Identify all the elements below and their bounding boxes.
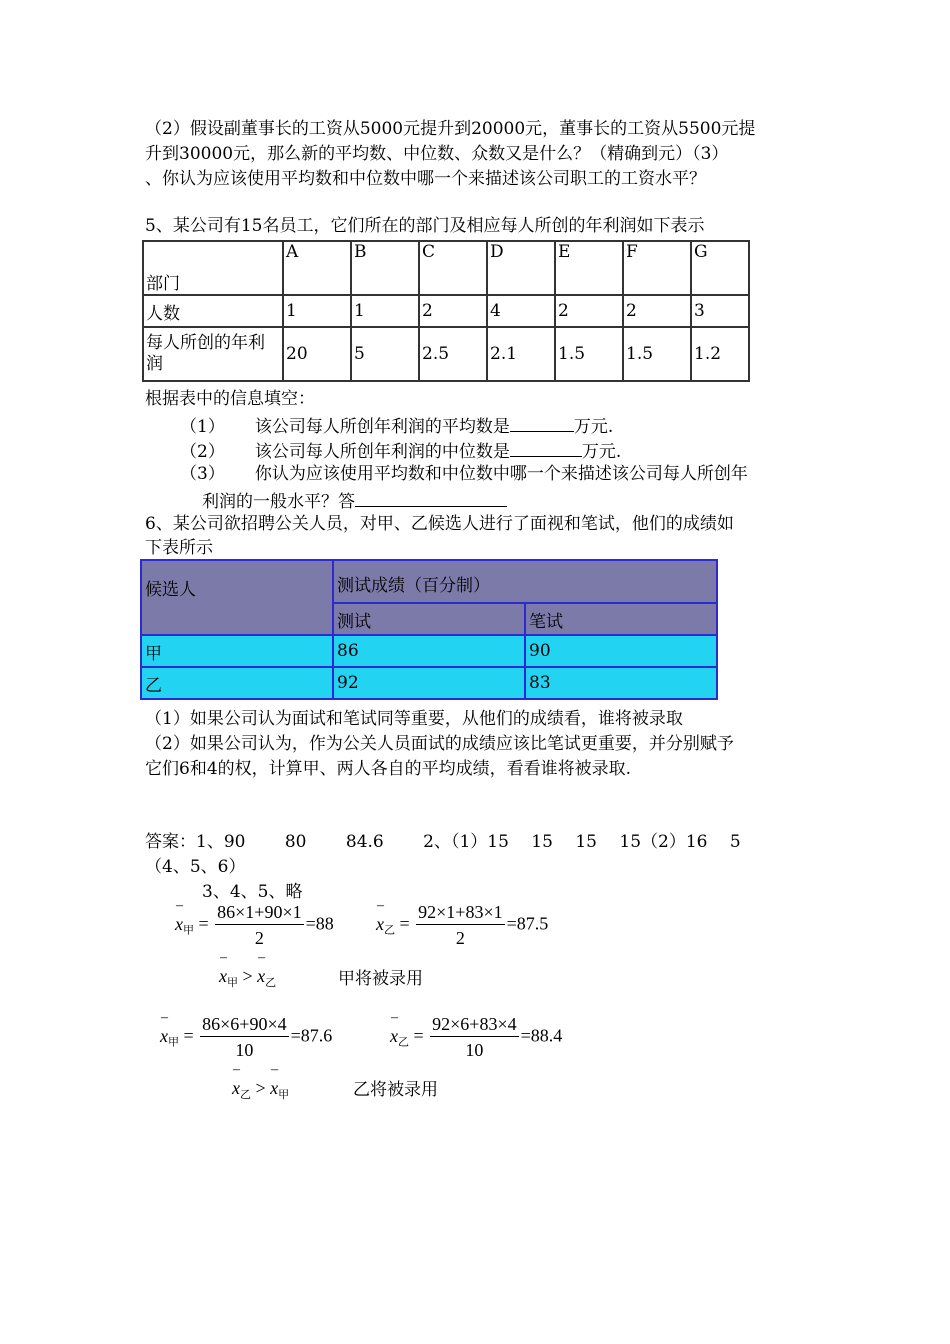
fraction: $\frac{86\times 1+90\times 1}{2}$ bbox=[217, 902, 302, 948]
table-cell: F bbox=[623, 241, 691, 295]
mean-symbol: – x bbox=[219, 966, 227, 987]
table-cell: 86 bbox=[333, 635, 525, 667]
answer-line1: 答案：1、90 80 84.6 2、（1）15 15 15 15（2）16 5 bbox=[145, 832, 741, 852]
table-cell: 部门 bbox=[143, 241, 283, 295]
comparison-2: – $x_乙$ > – $x_甲$ bbox=[232, 1078, 289, 1102]
table-cell: E bbox=[555, 241, 623, 295]
table-cell: 20 bbox=[283, 327, 351, 381]
table-cell: 1.2 bbox=[691, 327, 749, 381]
q4-line2: 升到30000元，那么新的平均数、中位数、众数又是什么？（精确到元）（3） bbox=[145, 144, 729, 164]
table-cell: G bbox=[691, 241, 749, 295]
equation-jia-weighted: – $x_甲$ = $\frac{86\times 6+90\times 4}{10}$ =87.6 bbox=[160, 1012, 332, 1063]
table-cell: 2 bbox=[623, 295, 691, 327]
table-cell: 人数 bbox=[143, 295, 283, 327]
equation-result: =87.6 bbox=[290, 1025, 333, 1046]
mean-symbol: – x bbox=[376, 914, 384, 935]
table-cell: 90 bbox=[525, 635, 717, 667]
table-cell: 1 bbox=[283, 295, 351, 327]
item-number: （1） bbox=[180, 417, 225, 437]
q5-item-2 bbox=[180, 438, 621, 463]
mean-symbol: – x bbox=[257, 966, 265, 987]
fraction: $\frac{92\times 6+83\times 4}{10}$ bbox=[432, 1014, 517, 1060]
fraction: $\frac{86\times 6+90\times 4}{10}$ bbox=[202, 1014, 287, 1060]
equation-jia-equal: – $x_甲$ = $\frac{86\times 1+90\times 1}{2}$ =88 bbox=[175, 900, 334, 951]
table-cell: A bbox=[283, 241, 351, 295]
table-cell: 2.1 bbox=[487, 327, 555, 381]
score-table bbox=[140, 559, 718, 700]
table-cell: 测试成绩（百分制） bbox=[333, 560, 717, 603]
item-number: （2） bbox=[180, 442, 225, 462]
table-row bbox=[143, 295, 749, 327]
table-cell: 83 bbox=[525, 667, 717, 699]
subscript: 乙 bbox=[384, 924, 395, 937]
mean-symbol: – x bbox=[270, 1078, 278, 1099]
q6-part2a: （2）如果公司认为，作为公关人员面试的成绩应该比笔试更重要，并分别赋予 bbox=[145, 734, 734, 754]
subscript: 甲 bbox=[183, 924, 194, 937]
answer-line2: （4、5、6） bbox=[145, 857, 246, 877]
table-cell: 每人所创的年利润 bbox=[143, 327, 283, 381]
item-text: 该公司每人所创年利润的中位数是 bbox=[254, 442, 510, 462]
mean-symbol: – x bbox=[160, 1026, 168, 1047]
table-cell: 2 bbox=[419, 295, 487, 327]
q5-item-1 bbox=[180, 413, 613, 438]
table-cell: 2.5 bbox=[419, 327, 487, 381]
q6-line2: 下表所示 bbox=[145, 538, 213, 558]
conclusion-1: 甲将被录用 bbox=[338, 969, 423, 989]
answer-blank[interactable] bbox=[510, 438, 582, 457]
q4-line3: 、你认为应该使用平均数和中位数中哪一个来描述该公司职工的工资水平？ bbox=[145, 169, 706, 189]
answer-blank[interactable] bbox=[510, 413, 574, 432]
table-row bbox=[143, 241, 749, 295]
table-cell: 92 bbox=[333, 667, 525, 699]
conclusion-2: 乙将被录用 bbox=[353, 1080, 438, 1100]
table-cell: 测试 bbox=[333, 603, 525, 635]
table-cell: 3 bbox=[691, 295, 749, 327]
table-cell: 1 bbox=[351, 295, 419, 327]
table-cell: 2 bbox=[555, 295, 623, 327]
table-cell: 5 bbox=[351, 327, 419, 381]
item-text: 你认为应该使用平均数和中位数中哪一个来描述该公司每人所创年 bbox=[254, 464, 748, 484]
q6-part2b: 它们6和4的权，计算甲、两人各自的平均成绩，看看谁将被录取. bbox=[145, 759, 632, 779]
table-cell: 1.5 bbox=[623, 327, 691, 381]
equation-yi-equal: – $x_乙$ = $\frac{92\times 1+83\times 1}{2}$ =87.5 bbox=[376, 900, 548, 951]
table-cell: 甲 bbox=[141, 635, 333, 667]
table-cell: 4 bbox=[487, 295, 555, 327]
equation-result: =88 bbox=[305, 913, 334, 934]
table-row bbox=[141, 560, 717, 603]
answer-line3: 3、4、5、略 bbox=[202, 882, 303, 902]
item-text: 利润的一般水平？答 bbox=[202, 492, 355, 512]
q6-line1: 6、某公司欲招聘公关人员，对甲、乙候选人进行了面视和笔试，他们的成绩如 bbox=[145, 514, 734, 534]
equation-result: =87.5 bbox=[506, 913, 549, 934]
equation-yi-weighted: – $x_乙$ = $\frac{92\times 6+83\times 4}{10}$ =88.4 bbox=[390, 1012, 562, 1063]
table-row bbox=[143, 327, 749, 381]
q5-intro: 5、某公司有15名员工，它们所在的部门及相应每人所创的年利润如下表示 bbox=[145, 216, 705, 236]
item-text: 该公司每人所创年利润的平均数是 bbox=[254, 417, 510, 437]
profit-table bbox=[142, 240, 750, 382]
table-row bbox=[141, 667, 717, 699]
table-cell: C bbox=[419, 241, 487, 295]
mean-symbol: – x bbox=[390, 1026, 398, 1047]
table-row bbox=[141, 635, 717, 667]
table-cell: 1.5 bbox=[555, 327, 623, 381]
comparison-1: – $x_甲$ > – $x_乙$ bbox=[219, 966, 276, 990]
table-cell: 候选人 bbox=[141, 560, 333, 635]
table-cell: B bbox=[351, 241, 419, 295]
answer-blank[interactable] bbox=[355, 488, 507, 507]
q6-part1: （1）如果公司认为面试和笔试同等重要，从他们的成绩看，谁将被录取 bbox=[145, 709, 683, 729]
q4-line1: （2）假设副董事长的工资从5000元提升到20000元，董事长的工资从5500元提 bbox=[145, 119, 756, 139]
item-suffix: 万元. bbox=[573, 417, 614, 437]
mean-symbol: – x bbox=[232, 1078, 240, 1099]
item-number: （3） bbox=[180, 464, 225, 484]
fraction: $\frac{92\times 1+83\times 1}{2}$ bbox=[418, 902, 503, 948]
table-cell: 笔试 bbox=[525, 603, 717, 635]
item-suffix: 万元. bbox=[581, 442, 622, 462]
table-cell: 乙 bbox=[141, 667, 333, 699]
equation-result: =88.4 bbox=[520, 1025, 563, 1046]
q5-item-3-cont bbox=[202, 488, 507, 513]
mean-symbol: – x bbox=[175, 914, 183, 935]
table-cell: D bbox=[487, 241, 555, 295]
q5-item-3 bbox=[180, 463, 748, 485]
q5-fill-intro: 根据表中的信息填空： bbox=[145, 389, 315, 409]
